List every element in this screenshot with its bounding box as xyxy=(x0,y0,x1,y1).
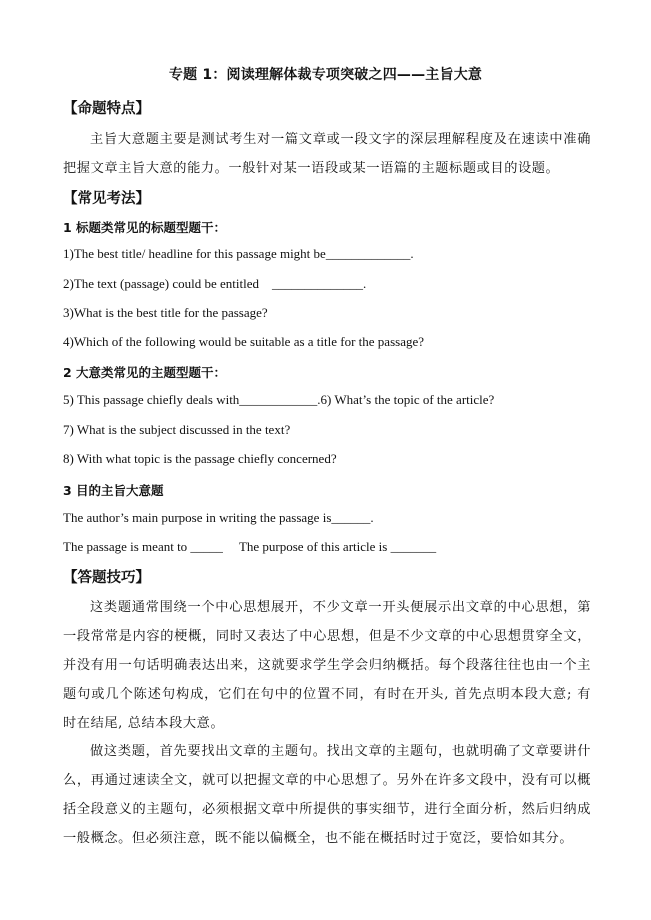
question-stem-8: 8) With what topic is the passage chiefly concerned? xyxy=(63,451,337,466)
features-paragraph: 主旨大意题主要是测试考生对一篇文章或一段文字的深层理解程度及在速读中准确把握文章主旨大意的能力。一般针对某一语段或某一语篇的主题标题或目的设题。 xyxy=(63,132,591,176)
purpose-type-subheading: 3 目的主旨大意题 xyxy=(63,483,164,498)
question-stem-7: 7) What is the subject discussed in the text? xyxy=(63,422,291,437)
question-stem-1: 1)The best title/ headline for this passage might be_____________. xyxy=(63,246,414,261)
title-type-subheading: 1 标题类常见的标题型题干： xyxy=(63,220,227,235)
question-stem-4: 4)Which of the following would be suitable as a title for the passage? xyxy=(63,334,425,349)
question-stem-3: 3)What is the best title for the passage? xyxy=(63,305,268,320)
tips-paragraph-2: 做这类题，首先要找出文章的主题句。找出文章的主题句，也就明确了文章要讲什么，再通过速读全文，就可以把握文章的中心思想了。另外在许多文段中，没有可以概括全段意义的主题句，必须根据文章中所提供的事实细节，进行全面分析，然后归纳成一般概念。但必须注意，既不能以偏概全，也不能在概括时过于宽泛，要恰如其分。 xyxy=(63,744,591,846)
document-title: 专题 1：阅读理解体裁专项突破之四——主旨大意 xyxy=(168,67,483,83)
features-heading: 【命题特点】 xyxy=(63,101,150,117)
question-stem-5-6: 5) This passage chiefly deals with____________.6) What’s the topic of the article? xyxy=(63,392,495,407)
purpose-stem-2: The passage is meant to _____ The purpose of this article is _______ xyxy=(63,539,437,554)
methods-heading: 【常见考法】 xyxy=(63,191,150,207)
question-stem-2: 2)The text (passage) could be entitled ______________. xyxy=(63,276,367,291)
tips-paragraph-1: 这类题通常围绕一个中心思想展开，不少文章一开头便展示出文章的中心思想，第一段常常是内容的梗概，同时又表达了中心思想，但是不少文章的中心思想贯穿全文，并没有用一句话明确表达出来，这就要求学生学会归纳概括。每个段落往往也由一个主题句或几个陈述句构成，它们在句中的位置不同，有时在开头, 首先点明本段大意; 有时在结尾, 总结本段大意。 xyxy=(63,600,591,731)
tips-heading: 【答题技巧】 xyxy=(63,570,150,586)
main-idea-type-subheading: 2 大意类常见的主题型题干： xyxy=(63,365,227,380)
purpose-stem-1: The author’s main purpose in writing the passage is______. xyxy=(63,510,374,525)
